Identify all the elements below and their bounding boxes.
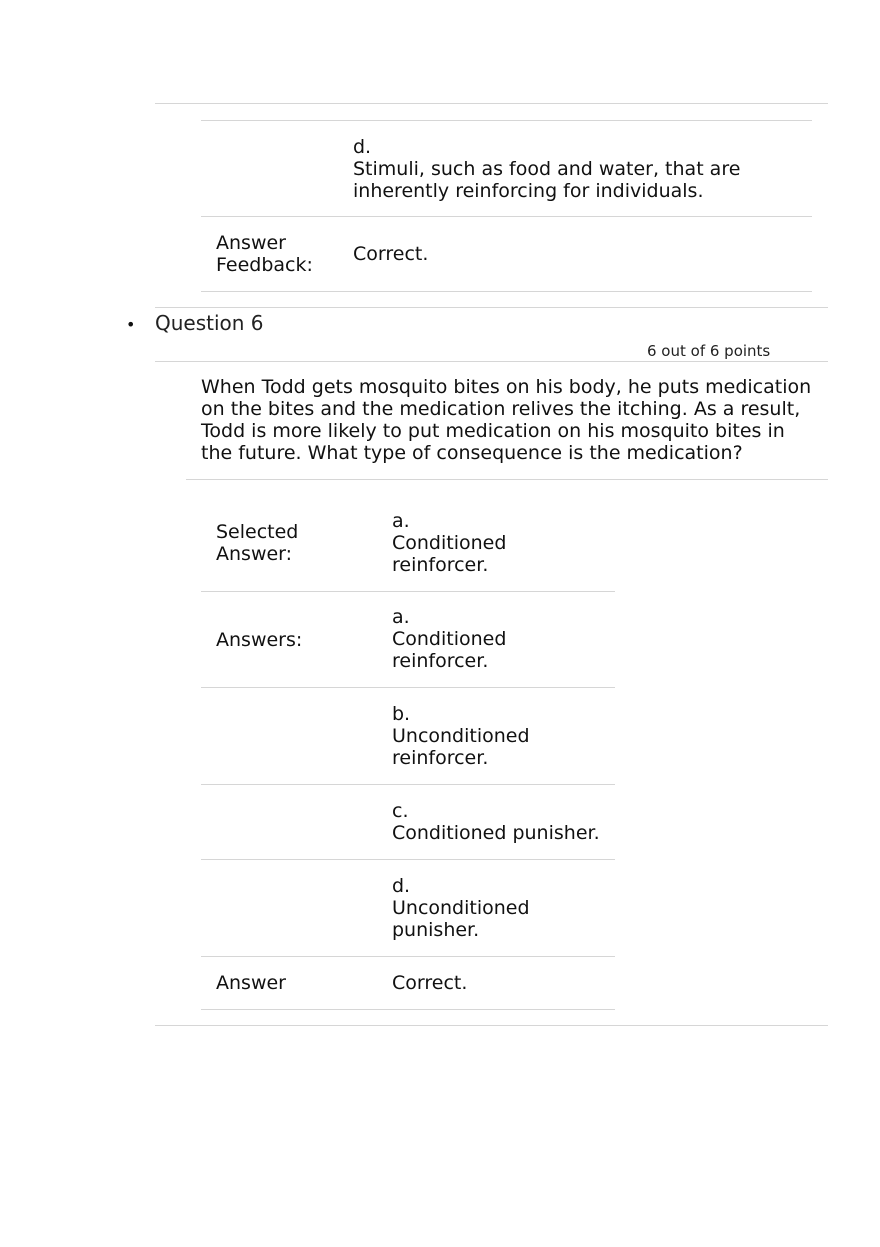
answer-letter: c. (392, 800, 409, 822)
prev-answer-d (353, 136, 813, 202)
answer-option-d (392, 875, 612, 941)
answer-line-1: Unconditioned (392, 725, 530, 747)
prev-answer-divider-mid (201, 216, 812, 217)
answer-letter: b. (392, 703, 411, 725)
selected-answer-line-2: reinforcer. (392, 554, 489, 576)
question-text-line: Todd is more likely to put medication on his mosquito bites in (201, 420, 785, 442)
selected-answer-letter: a. (392, 510, 410, 532)
prev-answer-d-text-1: Stimuli, such as food and water, that are (353, 158, 741, 180)
top-divider (155, 103, 828, 104)
prev-answer-d-letter: d. (353, 136, 372, 158)
selected-answer-label (216, 521, 298, 565)
selected-answer-label-1: Selected (216, 521, 299, 543)
answer-letter: a. (392, 606, 410, 628)
answer-option-a (392, 606, 612, 672)
answer-divider (201, 956, 615, 957)
question-title: Question 6 (155, 311, 264, 335)
points-divider (155, 361, 828, 362)
question-text-line: the future. What type of consequence is the medication? (201, 442, 743, 464)
answer-divider (201, 687, 615, 688)
answer-option-b (392, 703, 612, 769)
feedback-divider (201, 1009, 615, 1010)
prev-feedback-label-1: Answer (216, 232, 286, 254)
question-text (201, 376, 821, 464)
answer-option-c (392, 800, 614, 844)
answer-divider (201, 859, 615, 860)
bottom-divider (155, 1025, 828, 1026)
answers-label: Answers: (216, 629, 303, 651)
answer-line-2: punisher. (392, 919, 480, 941)
feedback-label: Answer (216, 972, 286, 994)
question-text-line: When Todd gets mosquito bites on his body, he puts medication (201, 376, 812, 398)
selected-answer-divider (201, 591, 615, 592)
question-text-line: on the bites and the medication relives the itching. As a result, (201, 398, 801, 420)
selected-answer-label-2: Answer: (216, 543, 293, 565)
answer-line-1: Conditioned (392, 628, 507, 650)
selected-answer (392, 510, 612, 576)
answer-line-2: reinforcer. (392, 650, 489, 672)
answer-line-1: Unconditioned (392, 897, 530, 919)
prev-feedback-label (216, 232, 313, 276)
prev-feedback-divider (201, 291, 812, 292)
feedback-value: Correct. (392, 972, 468, 994)
selected-answer-line-1: Conditioned (392, 532, 507, 554)
question-divider (155, 307, 828, 308)
question-points: 6 out of 6 points (647, 342, 771, 360)
prev-answer-divider-top (201, 120, 812, 121)
answer-line-2: reinforcer. (392, 747, 489, 769)
prev-feedback-value: Correct. (353, 243, 429, 265)
answer-letter: d. (392, 875, 411, 897)
question-text-divider (186, 479, 828, 480)
answer-divider (201, 784, 615, 785)
answer-line-1: Conditioned punisher. (392, 822, 600, 844)
prev-feedback-label-2: Feedback: (216, 254, 313, 276)
prev-answer-d-text-2: inherently reinforcing for individuals. (353, 180, 704, 202)
question-bullet: • (126, 315, 136, 334)
